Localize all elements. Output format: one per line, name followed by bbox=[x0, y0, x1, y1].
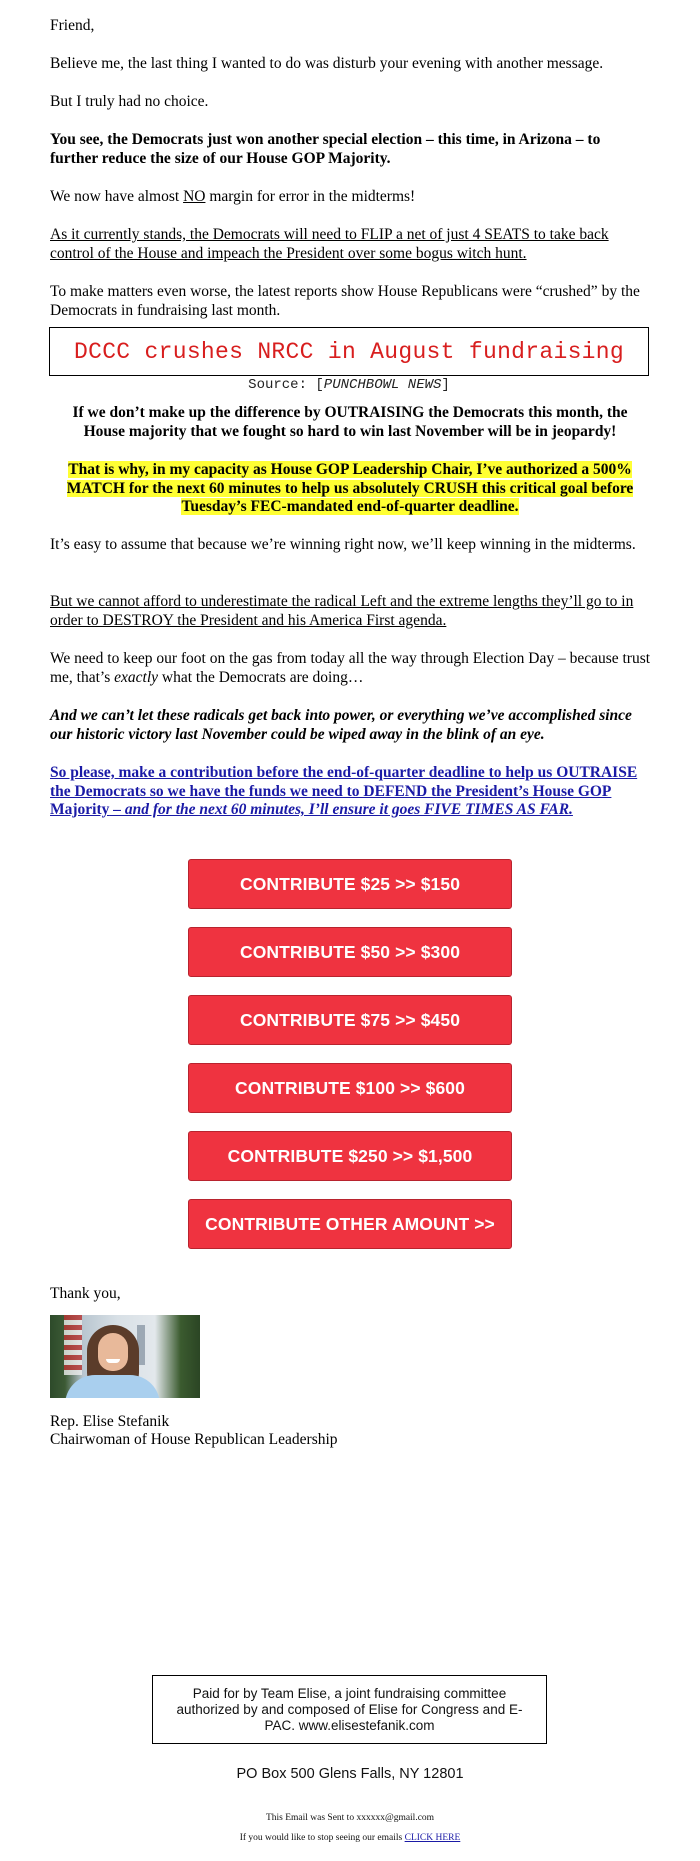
paragraph-underestimate: But we cannot afford to underestimate the radical Left and the extreme lengths they’ll go to in order to DESTROY the President and his America First agenda. bbox=[50, 593, 634, 629]
gas-text-before: We need to keep our foot on the gas from today all the way through Election Day – because trust me, that’s bbox=[50, 650, 651, 686]
unsubscribe-prefix: If you would like to stop seeing our emails bbox=[239, 1833, 405, 1843]
smile-shape bbox=[106, 1359, 120, 1363]
closing: Thank you, bbox=[50, 1285, 121, 1302]
unsubscribe-link[interactable]: CLICK HERE bbox=[404, 1833, 461, 1843]
margin-text-no: NO bbox=[183, 188, 206, 205]
sent-to-notice: This Email was Sent to xxxxxx@gmail.com bbox=[265, 1813, 435, 1823]
shirt-shape bbox=[65, 1375, 160, 1398]
paragraph-radicals: And we can’t let these radicals get back into power, or everything we’ve accomplished since our historic victory last November could be wiped away in the blink of an eye. bbox=[50, 707, 632, 743]
paragraph-gas-pedal bbox=[50, 650, 660, 687]
paragraph-no-choice: But I truly had no choice. bbox=[50, 93, 209, 110]
gas-text-exactly: exactly bbox=[114, 668, 159, 686]
source-name: PUNCHBOWL NEWS bbox=[323, 377, 442, 393]
paragraph-easy-assume: It’s easy to assume that because we’re winning right now, we’ll keep winning in the midterms. bbox=[50, 536, 636, 553]
match-highlight: That is why, in my capacity as House GOP Leadership Chair, I’ve authorized a 500% MATCH for the next 60 minutes to help us absolutely CRUSH this critical goal before Tuesday’s FEC-mandated end-of-quarter deadline. bbox=[66, 461, 634, 515]
contribute-100-button[interactable]: CONTRIBUTE $100 >> $600 bbox=[188, 1063, 512, 1113]
flag-shape bbox=[64, 1315, 82, 1375]
contribute-250-button[interactable]: CONTRIBUTE $250 >> $1,500 bbox=[188, 1131, 512, 1181]
cta-link-italic: – and for the next 60 minutes, I’ll ensure it goes FIVE TIMES AS FAR. bbox=[109, 801, 573, 818]
face-shape bbox=[98, 1333, 128, 1371]
unsubscribe-line bbox=[0, 1833, 700, 1843]
source-prefix: Source: [ bbox=[248, 377, 324, 393]
paragraph-match-offer bbox=[50, 461, 650, 517]
paragraph-intro: Believe me, the last thing I wanted to do was disturb your evening with another message. bbox=[50, 55, 604, 72]
signature-title: Chairwoman of House Republican Leadership bbox=[50, 1431, 338, 1448]
margin-text-before: We now have almost bbox=[50, 188, 184, 205]
paragraph-special-election: You see, the Democrats just won another special election – this time, in Arizona – to further reduce the size of our House GOP Majority. bbox=[50, 131, 601, 167]
paragraph-flip-seats: As it currently stands, the Democrats will need to FLIP a net of just 4 SEATS to take back control of the House and impeach the President over some bogus witch hunt. bbox=[50, 226, 609, 262]
disclaimer-text: Paid for by Team Elise, a joint fundraising committee authorized by and composed of Elise for Congress and E-PAC. www.elisestefanik.com bbox=[176, 1685, 523, 1733]
gas-text-after: what the Democrats are doing… bbox=[158, 668, 364, 686]
source-suffix: ] bbox=[441, 377, 450, 393]
news-headline: DCCC crushes NRCC in August fundraising bbox=[74, 338, 624, 365]
cta-link-main: So please, make a contribution before the end-of-quarter deadline to help us OUTRAISE the Democrats so we have the funds we need to DEFEND the President’s House GOP Majority bbox=[50, 764, 638, 818]
news-source bbox=[49, 377, 649, 394]
contribute-75-button[interactable]: CONTRIBUTE $75 >> $450 bbox=[188, 995, 512, 1045]
paragraph-margin bbox=[50, 188, 650, 207]
greeting: Friend, bbox=[50, 17, 95, 34]
signature-name: Rep. Elise Stefanik bbox=[50, 1413, 170, 1430]
contribute-other-amount-button[interactable]: CONTRIBUTE OTHER AMOUNT >> bbox=[188, 1199, 512, 1249]
paragraph-cta-link bbox=[50, 764, 660, 820]
contribute-50-button[interactable]: CONTRIBUTE $50 >> $300 bbox=[188, 927, 512, 977]
paragraph-crushed: To make matters even worse, the latest reports show House Republicans were “crushed” by the Democrats in fundraising last month. bbox=[50, 283, 640, 319]
news-headline-box bbox=[49, 327, 649, 376]
paragraph-warning: If we don’t make up the difference by OUTRAISING the Democrats this month, the House majority that we fought so hard to win last November will be in jeopardy! bbox=[72, 404, 628, 440]
paid-for-disclaimer bbox=[152, 1675, 547, 1744]
contribution-link[interactable] bbox=[50, 764, 637, 818]
contribute-25-button[interactable]: CONTRIBUTE $25 >> $150 bbox=[188, 859, 512, 909]
margin-text-after: margin for error in the midterms! bbox=[205, 188, 416, 205]
mailing-address: PO Box 500 Glens Falls, NY 12801 bbox=[236, 1766, 464, 1782]
signature-photo bbox=[50, 1315, 200, 1398]
